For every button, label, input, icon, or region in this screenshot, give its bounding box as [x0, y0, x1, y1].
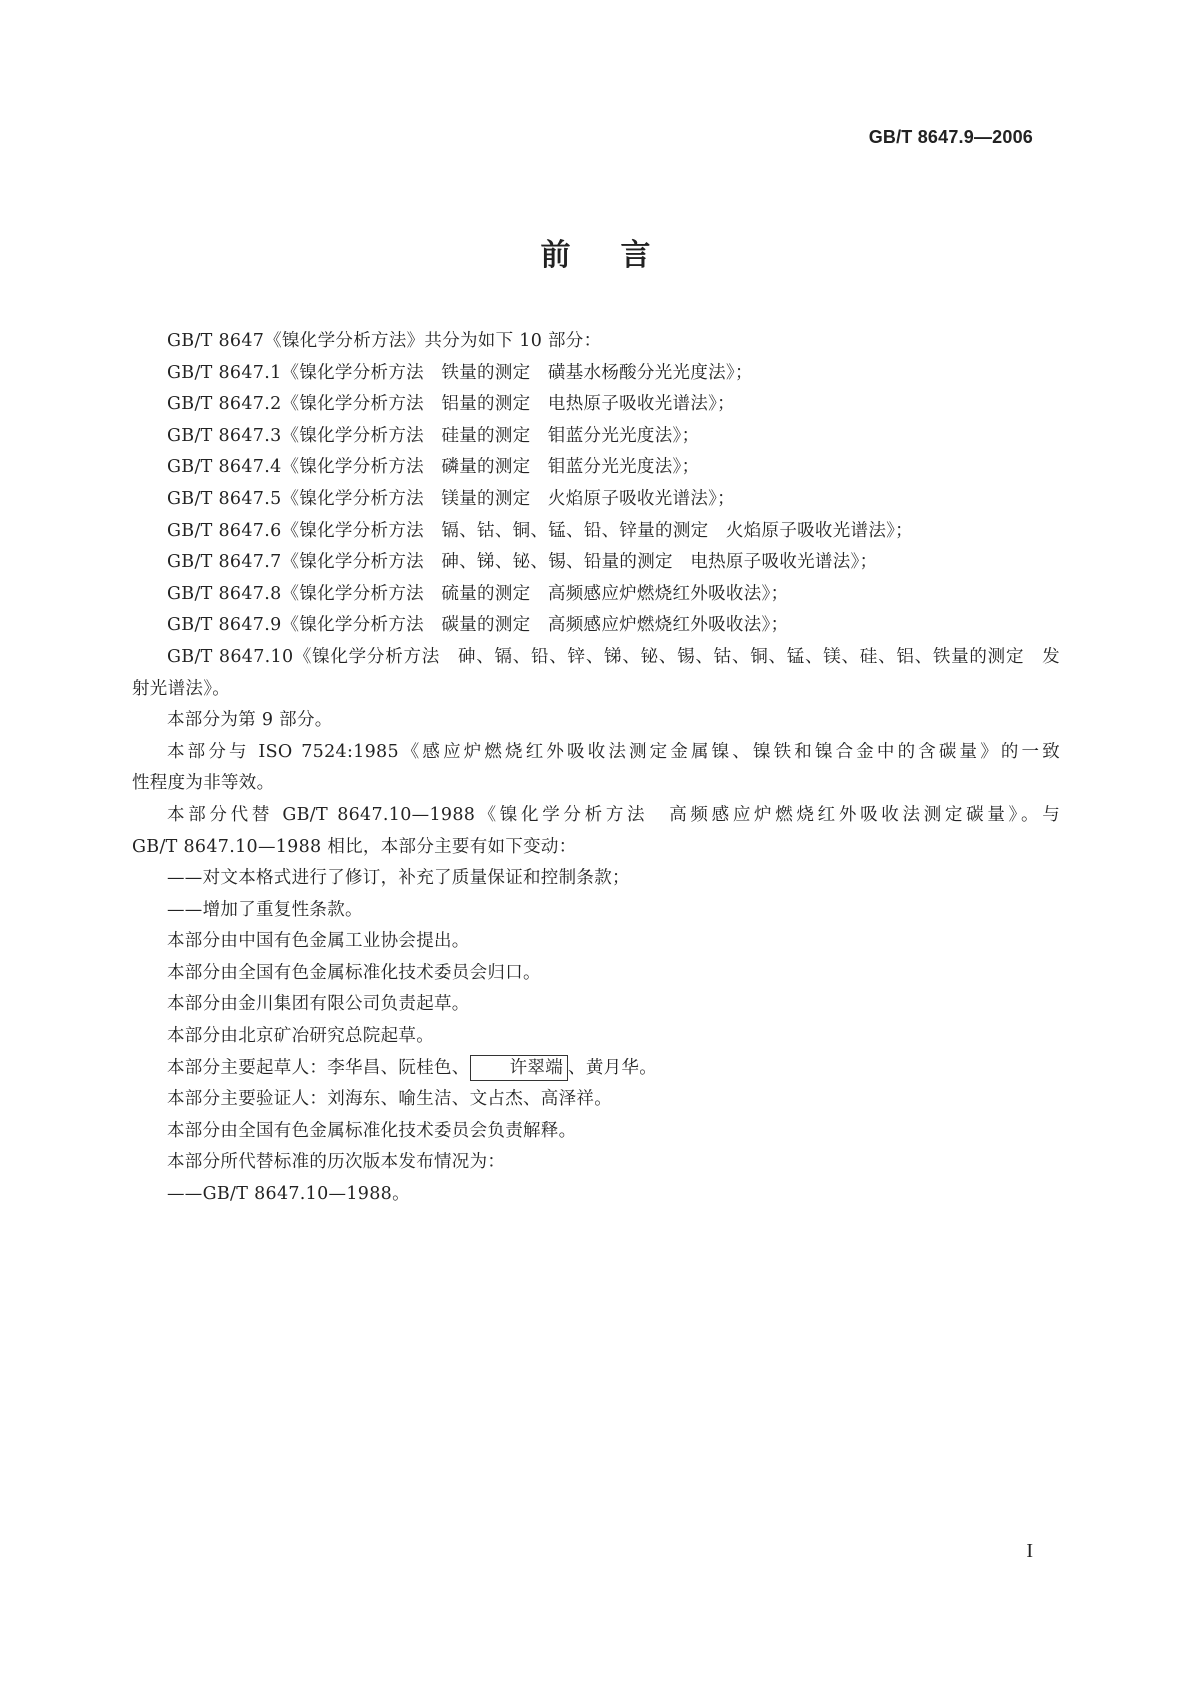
centralized-paragraph: 本部分由全国有色金属标准化技术委员会归口。 — [167, 962, 541, 983]
title-char-2: 言 — [620, 238, 651, 273]
change-item: ——增加了重复性条款。 — [167, 899, 363, 920]
iso-paragraph: 本部分与 ISO 7524:1985《感应炉燃烧红外吸收法测定金属镍、镍铁和镍合金中的含碳量》的一致 — [167, 741, 1060, 762]
part-line-10: GB/T 8647.10《镍化学分析方法 砷、镉、铅、锌、锑、铋、锡、钴、铜、锰、镁、硅、铝、铁量的测定 发 — [167, 646, 1060, 667]
verifiers-paragraph: 本部分主要验证人：刘海东、喻生洁、文占杰、高泽祥。 — [167, 1089, 612, 1110]
foreword-body — [132, 326, 1060, 1211]
part-line: GB/T 8647.6《镍化学分析方法 镉、钴、铜、锰、铅、锌量的测定 火焰原子吸收光谱法》； — [167, 520, 913, 541]
replace-paragraph-cont: GB/T 8647.10—1988 相比，本部分主要有如下变动： — [132, 836, 577, 857]
history-intro: 本部分所代替标准的历次版本发布情况为： — [167, 1152, 506, 1173]
proposed-paragraph: 本部分由中国有色金属工业协会提出。 — [167, 931, 470, 952]
drafted-paragraph: 本部分由金川集团有限公司负责起草。 — [167, 994, 470, 1015]
interpreted-paragraph: 本部分由全国有色金属标准化技术委员会负责解释。 — [167, 1120, 577, 1141]
part-line-10-cont: 射光谱法》。 — [132, 678, 231, 699]
iso-paragraph-cont: 性程度为非等效。 — [132, 773, 275, 794]
title-char-1: 前 — [540, 238, 571, 273]
this-part-paragraph: 本部分为第 9 部分。 — [167, 710, 333, 731]
intro-paragraph: GB/T 8647《镍化学分析方法》共分为如下 10 部分： — [167, 331, 602, 351]
page-number: I — [1026, 1540, 1033, 1562]
part-line: GB/T 8647.8《镍化学分析方法 硫量的测定 高频感应炉燃烧红外吸收法》； — [167, 583, 789, 604]
part-line: GB/T 8647.1《镍化学分析方法 铁量的测定 磺基水杨酸分光光度法》； — [167, 362, 753, 383]
part-line: GB/T 8647.7《镍化学分析方法 砷、锑、铋、锡、铅量的测定 电热原子吸收光谱法》； — [167, 552, 878, 573]
boxed-name: 许翠端 — [470, 1055, 568, 1081]
part-line: GB/T 8647.9《镍化学分析方法 碳量的测定 高频感应炉燃烧红外吸收法》； — [167, 615, 789, 636]
page-title — [0, 230, 1191, 274]
change-item: ——对文本格式进行了修订，补充了质量保证和控制条款； — [167, 868, 630, 889]
part-line: GB/T 8647.2《镍化学分析方法 铝量的测定 电热原子吸收光谱法》； — [167, 394, 735, 415]
drafters-paragraph: 本部分主要起草人：李华昌、阮桂色、 许翠端 、黄月华。 — [132, 1053, 1060, 1085]
part-line: GB/T 8647.3《镍化学分析方法 硅量的测定 钼蓝分光光度法》； — [167, 425, 700, 446]
standard-code: GB/T 8647.9—2006 — [868, 127, 1033, 147]
part-line: GB/T 8647.4《镍化学分析方法 磷量的测定 钼蓝分光光度法》； — [167, 457, 700, 478]
part-line: GB/T 8647.5《镍化学分析方法 镁量的测定 火焰原子吸收光谱法》； — [167, 488, 735, 509]
co-drafted-paragraph: 本部分由北京矿冶研究总院起草。 — [167, 1026, 434, 1047]
history-item: ——GB/T 8647.10—1988。 — [167, 1184, 410, 1205]
replace-paragraph: 本部分代替 GB/T 8647.10—1988《镍化学分析方法 高频感应炉燃烧红外吸收法测定碳量》。与 — [167, 804, 1060, 825]
